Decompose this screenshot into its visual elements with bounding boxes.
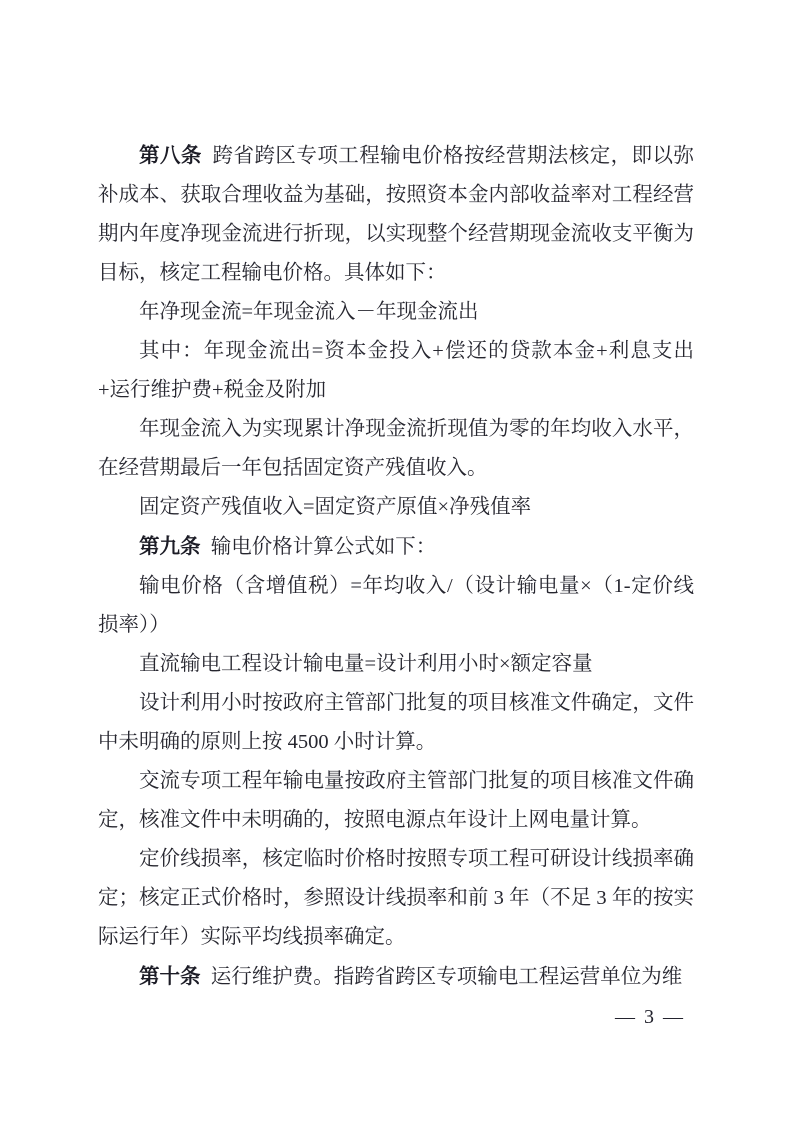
paragraph — [98, 684, 694, 762]
article-number: 第八条 — [139, 144, 202, 167]
page-number: — 3 — — [615, 1006, 685, 1028]
paragraph — [98, 957, 694, 997]
paragraph — [98, 293, 694, 332]
document-body — [98, 136, 694, 997]
paragraph — [98, 527, 694, 567]
paragraph-text: 跨省跨区专项工程输电价格按经营期法核定，即以弥补成本、获取合理收益为基础，按照资本金内部收益率对工程经营期内年度净现金流进行折现，以实现整个经营期现金流收支平衡为目标，核定工程输电价格。具体如下： — [98, 145, 695, 284]
paragraph-text: 固定资产残值收入=固定资产原值×净残值率 — [139, 496, 532, 518]
paragraph-text: 输电价格计算公式如下： — [210, 536, 437, 558]
paragraph — [98, 567, 694, 645]
paragraph-text: 交流专项工程年输电量按政府主管部门批复的项目核准文件确定，核准文件中未明确的，按照电源点年设计上网电量计算。 — [98, 770, 694, 831]
paragraph-text: 其中：年现金流出=资本金投入+偿还的贷款本金+利息支出+运行维护费+税金及附加 — [98, 340, 694, 401]
paragraph-text: 年净现金流=年现金流入－年现金流出 — [139, 301, 479, 323]
paragraph-text: 设计利用小时按政府主管部门批复的项目核准文件确定，文件中未明确的原则上按 4500 小时计算。 — [98, 692, 694, 753]
paragraph — [98, 762, 694, 840]
paragraph — [98, 136, 694, 293]
paragraph-text: 定价线损率，核定临时价格时按照专项工程可研设计线损率确定；核定正式价格时，参照设计线损率和前 3 年（不足 3 年的按实际运行年）实际平均线损率确定。 — [98, 848, 694, 948]
paragraph — [98, 488, 694, 527]
paragraph — [98, 332, 694, 410]
paragraph — [98, 645, 694, 684]
paragraph-text: 输电价格（含增值税）=年均收入/（设计输电量×（1-定价线损率）） — [98, 575, 694, 636]
paragraph — [98, 840, 694, 957]
paragraph-text: 运行维护费。指跨省跨区专项输电工程运营单位为维 — [210, 966, 683, 988]
article-number: 第九条 — [139, 535, 201, 558]
paragraph-text: 年现金流入为实现累计净现金流折现值为零的年均收入水平，在经营期最后一年包括固定资产残值收入。 — [98, 418, 694, 479]
paragraph-text: 直流输电工程设计输电量=设计利用小时×额定容量 — [139, 653, 593, 675]
article-number: 第十条 — [139, 965, 201, 988]
paragraph — [98, 410, 694, 488]
